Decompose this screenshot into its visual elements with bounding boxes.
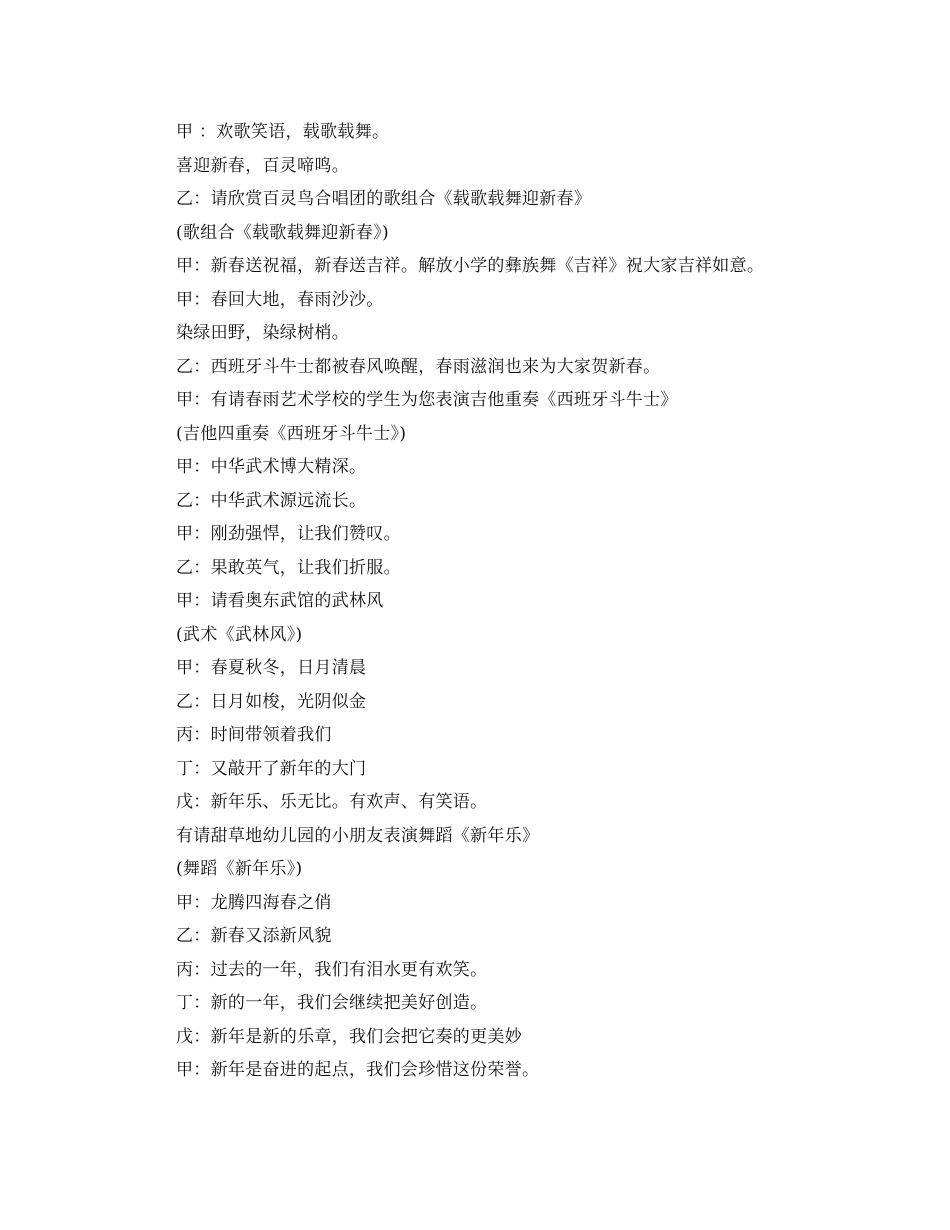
text-line: 乙：新春又添新风貌: [176, 926, 332, 946]
text-line: 乙：果敢英气，让我们折服。: [176, 557, 401, 578]
text-line: 丙：过去的一年，我们有泪水更有欢笑。: [176, 959, 488, 980]
text-line: 丁：新的一年，我们会继续把美好创造。: [176, 993, 488, 1013]
text-line: 乙：日月如梭，光阴似金: [176, 691, 367, 712]
text-line: 乙：西班牙斗牛士都被春风唤醒，春雨滋润也来为大家贺新春。: [176, 356, 661, 377]
text-line: 喜迎新春，百灵啼鸣。: [176, 155, 349, 176]
text-line: 甲：新年是奋进的起点，我们会珍惜这份荣誉。: [176, 1060, 540, 1080]
text-line: 甲 ：欢歌笑语，载歌载舞。: [176, 122, 390, 142]
text-line: 甲：中华武术博大精深。: [176, 457, 367, 477]
text-line: 染绿田野，染绿树梢。: [176, 323, 349, 343]
text-line: 有请甜草地幼儿园的小朋友表演舞蹈《新年乐》: [176, 825, 540, 846]
text-line: 乙：中华武术源远流长。: [176, 490, 367, 511]
text-line: 甲：请看奥东武馆的武林风: [176, 591, 384, 611]
text-line: 戊：新年是新的乐章，我们会把它奏的更美妙: [176, 1026, 522, 1047]
text-line: 甲：龙腾四海春之俏: [176, 892, 332, 913]
text-line: 甲：刚劲强悍，让我们赞叹。: [176, 524, 401, 544]
text-line: 甲：春回大地，春雨沙沙。: [176, 289, 384, 310]
text-line: (吉他四重奏《西班牙斗牛士》): [176, 423, 407, 444]
text-line: 甲：有请春雨艺术学校的学生为您表演吉他重奏《西班牙斗牛士》: [176, 390, 678, 410]
text-line: 戊：新年乐、乐无比。有欢声、有笑语。: [176, 792, 488, 812]
text-line: (歌组合《载歌载舞迎新春》): [176, 222, 389, 243]
text-line: (武术《武林风》): [176, 624, 303, 645]
text-line: 甲：新春送祝福，新春送吉祥。解放小学的彝族舞《吉祥》祝大家吉祥如意。: [176, 256, 765, 276]
text-line: 乙：请欣赏百灵鸟合唱团的歌组合《载歌载舞迎新春》: [176, 189, 592, 209]
text-line: 丁：又敲开了新年的大门: [176, 758, 367, 779]
text-line: 甲：春夏秋冬，日月清晨: [176, 658, 367, 678]
document-body: [176, 116, 876, 1088]
text-line: 丙：时间带领着我们: [176, 725, 332, 745]
text-line: (舞蹈《新年乐》): [176, 859, 303, 879]
